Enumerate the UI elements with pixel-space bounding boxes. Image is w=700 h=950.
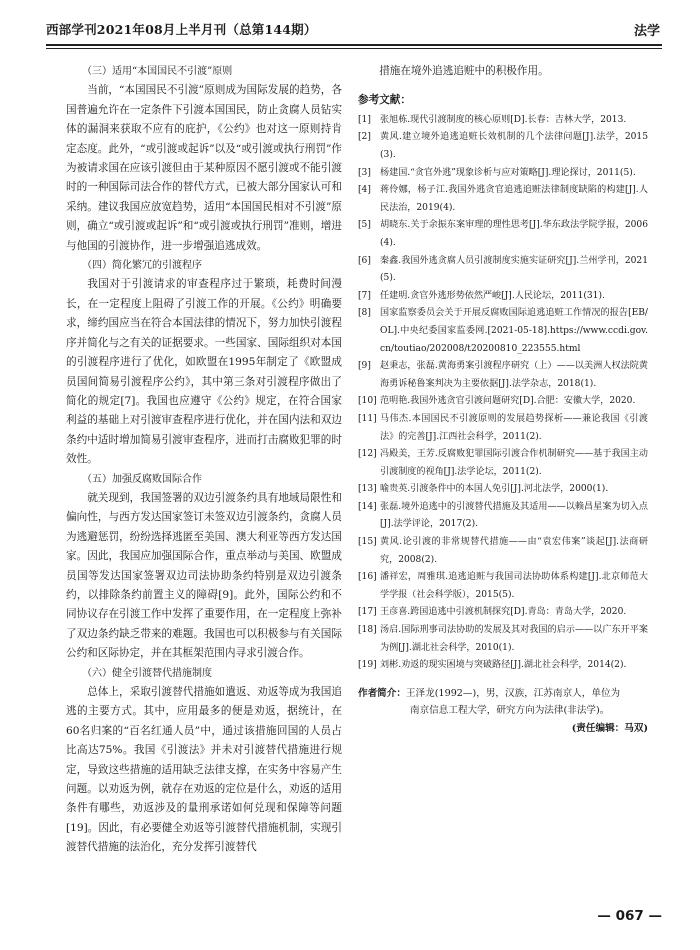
section-label: 法学 (633, 24, 660, 39)
left-column (66, 62, 342, 858)
reference-item (358, 305, 648, 358)
reference-number: [3] (358, 167, 371, 178)
reference-number: [8] (358, 308, 371, 319)
reference-text: 赵秉志，张磊.黄海勇案引渡程序研究（上）——以美洲人权法院黄海勇诉秘鲁案判决为主要依据[J].法学杂志，2018(1). (380, 361, 648, 389)
reference-text: 潘祥宏，周雅琪.追逃追赃与我国司法协助体系构建[J].北京师范大学学报（社会科学版），2015(5). (380, 572, 648, 600)
paragraph: 就关现到，我国签署的双边引渡条约具有地域局限性和偏向性，与西方发达国家签订未签双边引渡条约，贪腐人员为逃避惩罚，纷纷选择逃匿至美国、澳大利亚等西方发达国家。因此，我国应加强国际合作，重点举动与美国、欧盟成员国等发达国家签署双边司法协助条约特别是双边引渡条约，以排除条约前置主义的障碍[9]。此外，国际公约和不同协议存在引渡工作中发挥了重要作用，在一定程度上弥补了双边条约缺乏带来的难题。我国也可以积极参与有关国际公约和区际协定，并在其框架范围内寻求引渡合作。 (66, 491, 342, 660)
reference-item (358, 622, 648, 657)
reference-item (358, 446, 648, 481)
reference-text: 王彦喜.跨国追逃中引渡机制探究[D].青岛：青岛大学，2020. (380, 607, 627, 618)
reference-number: [12] (358, 449, 377, 460)
reference-number: [19] (358, 660, 377, 671)
right-column (358, 62, 648, 737)
reference-item (358, 657, 648, 675)
reference-text: 任建明.贪官外逃形势依然严峻[J].人民论坛，2011(31). (380, 290, 605, 301)
subheading: （四）简化繁冗的引渡程序 (82, 260, 202, 272)
reference-text: 刘彬.劝返的现实困境与突破路径[J].湖北社会科学，2014(2). (380, 660, 627, 671)
reference-item (358, 217, 648, 252)
reference-item (358, 604, 648, 622)
reference-text: 冯殿美，王芳.反腐败犯罪国际引渡合作机制研究——基于我国主动引渡制度的视角[J].法学论坛，2011(2). (380, 449, 648, 477)
reference-item (358, 499, 648, 534)
reference-text: 张磊.境外追逃中的引渡替代措施及其适用——以赖昌星案为切入点[J].法学评论，2017(2). (380, 501, 648, 530)
reference-text: 胡晓东.关于余振东案审理的理性思考[J].华东政法学院学报，2006(4). (380, 220, 648, 248)
paragraph-continuation: 措施在境外追逃追赃中的积极作用。 (379, 65, 549, 77)
reference-text: 范明艳.我国外逃贪官引渡问题研究[D].合肥：安徽大学，2020. (380, 396, 636, 407)
reference-item (358, 165, 648, 183)
reference-number: [16] (358, 572, 377, 583)
reference-number: [7] (358, 290, 371, 301)
reference-item (358, 253, 648, 288)
reference-text: 秦鑫.我国外逃贪腐人员引渡制度实施实证研究[J].兰州学刊，2021(5). (380, 255, 648, 284)
reference-text: 喻贵英.引渡条件中的本国人免引[J].河北法学，2000(1). (380, 484, 609, 495)
reference-number: [1] (358, 114, 371, 125)
author-text: 王泽龙(1992—)，男，汉族，江苏南京人，单位为 (405, 687, 621, 699)
subheading: （六）健全引渡替代措施制度 (82, 667, 212, 679)
reference-number: [2] (358, 132, 371, 143)
header-rule-thin (46, 48, 662, 49)
reference-item (358, 569, 648, 604)
reference-number: [10] (358, 396, 377, 407)
page-number: — 067 — (597, 908, 662, 924)
reference-number: [9] (358, 361, 371, 372)
reference-number: [15] (358, 537, 377, 548)
reference-text: 汤启.国际刑事司法协助的发展及其对我国的启示——以广东开平案为例[J].湖北社会科学，2010(1). (380, 625, 648, 653)
paragraph: 当前，“本国国民不引渡”原则成为国际发展的趋势，各国普遍允许在一定条件下引渡本国国民，防止贪腐人员钻实体的漏洞来获取不应有的庇护，《公约》也对这一原则持肯定态度。此外，“或引渡或起诉”以及“或引渡或执行刑罚”作为被请求国在应该引渡但由于某种原因不愿引渡或不能引渡时的一种国际司法合作的替代方式，已被大部分国家认可和采纳。建议我国应放宽趋势，适用“本国国民相对不引渡”原则，确立“或引渡或起诉”和“或引渡或执行刑罚”准则，增进与他国的引渡协作，进一步增强追逃成效。 (66, 84, 342, 252)
reference-number: [4] (358, 185, 371, 196)
reference-item (358, 393, 648, 411)
reference-item (358, 481, 648, 499)
page-header (46, 20, 662, 42)
author-label: 作者简介： (358, 687, 406, 699)
references-heading: 参考文献： (358, 94, 411, 107)
subheading: （五）加强反腐败国际合作 (82, 473, 202, 485)
reference-text: 马伟杰.本国国民不引渡原则的发展趋势探析——兼论我国《引渡法》的完善[J].江西社会科学，2011(2). (380, 413, 648, 442)
reference-text: 国家监察委员会关于开展反腐败国际追逃追赃工作情况的报告[EB/OL].中央纪委国家监委网.[2021-05-18].https://www.ccdi.gov.cn/toutiao/202008/t20200810_223555.html (380, 308, 648, 354)
subheading: （三）适用“本国国民不引渡”原则 (82, 66, 233, 77)
responsible-editor: (责任编辑：马双) (571, 722, 648, 734)
reference-text: 蒋伶娜，杨子江.我国外逃贪官追逃追赃法律制度缺陷的构建[J].人民法治，2019(4). (380, 185, 648, 213)
reference-text: 黄风.论引渡的非常规替代措施——由“袁宏伟案”谈起[J].法商研究，2008(2). (380, 537, 648, 565)
paragraph: 总体上，采取引渡替代措施如遣返、劝返等成为我国追逃的主要方式。其中，应用最多的便是劝返，据统计，在60名归案的“百名红通人员”中，通过该措施回国的人员占比高达75%。我国《引渡法》并未对引渡替代措施进行规定，导致这些措施的适用缺乏法律支撑，在实务中容易产生问题。以劝返为例，就存在劝返的定位是什么，劝返的适用条件有哪些，劝返涉及的量刑承诺如何兑现和保障等问题[19]。因此，有必要健全劝返等引渡替代措施机制，实现引渡替代措施的法治化，充分发挥引渡替代 (66, 686, 342, 854)
reference-number: [6] (358, 255, 371, 266)
reference-list (358, 112, 648, 675)
journal-title: 西部学刊2021年08月上半月刊（总第144期） (46, 22, 317, 37)
reference-number: [5] (358, 220, 371, 231)
reference-number: [14] (358, 501, 377, 512)
paragraph: 我国对于引渡请求的审查程序过于繁琐，耗费时间漫长，在一定程度上阻碍了引渡工作的开展。《公约》明确要求，缔约国应当在符合本国法律的情况下，努力加快引渡程序并简化与之有关的证据要求。一些国家、国际组织对本国的引渡程序进行了优化，如欧盟在1995年制定了《欧盟成员国间简易引渡程序公约》，其中第三条对引渡程序做出了简化的规定[7]。我国也应遵守《公约》规定，在符合国家利益的基础上对引渡审查程序进行优化，并在国内法和双边条约中适时增加简易引渡审查程序，进而打击腐败犯罪的时效性。 (66, 278, 342, 466)
author-text-continued: 南京信息工程大学，研究方向为法律(非法学)。 (410, 705, 610, 717)
reference-item (358, 358, 648, 393)
reference-item (358, 411, 648, 446)
reference-number: [17] (358, 607, 377, 618)
reference-item (358, 534, 648, 569)
reference-item (358, 129, 648, 164)
reference-number: [18] (358, 625, 377, 636)
header-rule (46, 44, 662, 46)
reference-text: 张旭栋.现代引渡制度的核心原则[D].长春：吉林大学，2013. (380, 114, 627, 125)
reference-number: [11] (358, 413, 377, 424)
reference-text: 黄风.建立境外追逃追赃长效机制的几个法律问题[J].法学，2015(3). (380, 132, 648, 160)
reference-item (358, 288, 648, 306)
author-bio (358, 685, 648, 720)
reference-text: 杨建国.“贪官外逃”现象诊析与应对策略[J].理论探讨，2011(5). (380, 167, 636, 178)
reference-number: [13] (358, 484, 377, 495)
reference-item (358, 112, 648, 130)
reference-item (358, 182, 648, 217)
